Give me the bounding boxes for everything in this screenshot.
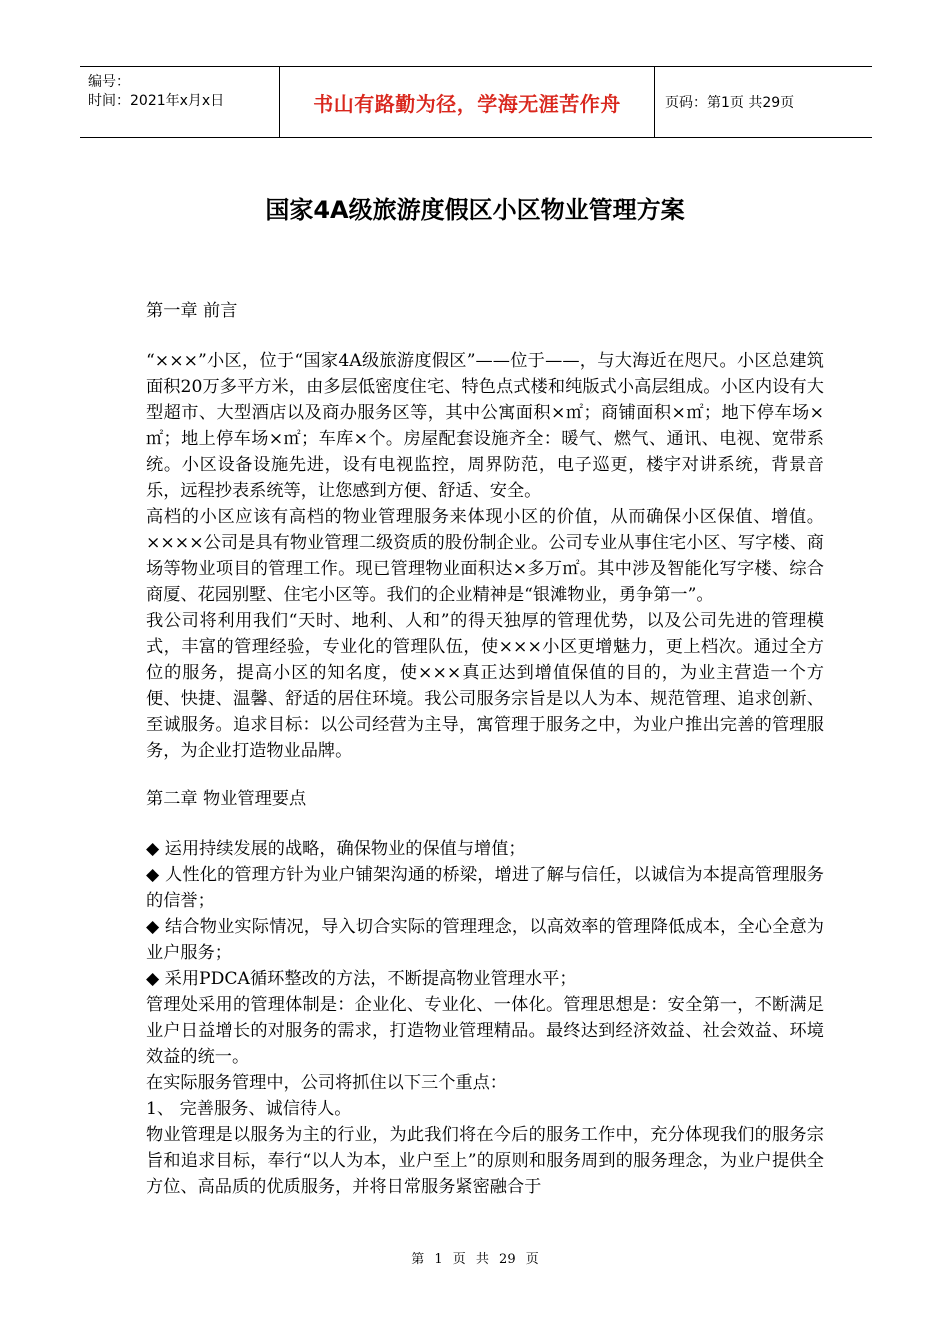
chapter-1-paragraph: “×××”小区，位于“国家4A级旅游度假区”——位于——，与大海近在咫尺。小区总建筑面积20万多平方米，由多层低密度住宅、特色点式楼和纯版式小高层组成。小区内设有大型超市、大型酒店以及商办服务区等，其中公寓面积×㎡；商铺面积×㎡；地下停车场×㎡；地上停车场×㎡；车库×个。房屋配套设施齐全：暖气、燃气、通讯、电视、宽带系统。小区设备设施先进，设有电视监控，周界防范，电子巡更，楼宇对讲系统，背景音乐，远程抄表系统等，让您感到方便、舒适、安全。: [146, 351, 824, 501]
document-body: [146, 298, 824, 1200]
chapter-1-paragraph: 高档的小区应该有高档的物业管理服务来体现小区的价值，从而确保小区保值、增值。××××公司是具有物业管理二级资质的股份制企业。公司专业从事住宅小区、写字楼、商场等物业项目的管理工作。现已管理物业面积达×多万㎡。其中涉及智能化写字楼、综合商厦、花园别墅、住宅小区等。我们的企业精神是“银滩物业，勇争第一”。: [146, 507, 824, 605]
bullet-item: ◆ 结合物业实际情况，导入切合实际的管理理念，以高效率的管理降低成本，全心全意为业户服务；: [146, 917, 824, 963]
chapter-2-paragraph: 在实际服务管理中，公司将抓住以下三个重点：: [146, 1073, 507, 1093]
header-code-label: 编号：: [88, 74, 130, 90]
header-date-label: 时间：2021年x月x日: [88, 93, 225, 109]
bullet-item: ◆ 运用持续发展的战略，确保物业的保值与增值；: [146, 839, 526, 859]
chapter-1-heading: 第一章 前言: [146, 301, 238, 321]
chapter-2-heading: 第二章 物业管理要点: [146, 789, 307, 809]
bullet-item: ◆ 采用PDCA循环整改的方法，不断提高物业管理水平；: [146, 969, 577, 989]
chapter-1-paragraph: 我公司将利用我们“天时、地利、人和”的得天独厚的管理优势，以及公司先进的管理模式，丰富的管理经验，专业化的管理队伍，使×××小区更增魅力，更上档次。通过全方位的服务，提高小区的知名度，使×××真正达到增值保值的目的，为业主营造一个方便、快捷、温馨、舒适的居住环境。我公司服务宗旨是以人为本、规范管理、追求创新、至诚服务。追求目标：以公司经营为主导，寓管理于服务之中，为业户推出完善的管理服务，为企业打造物业品牌。: [146, 611, 824, 761]
numbered-item: 1、 完善服务、诚信待人。: [146, 1099, 352, 1119]
chapter-2-paragraph: 物业管理是以服务为主的行业，为此我们将在今后的服务工作中，充分体现我们的服务宗旨和追求目标，奉行“以人为本，业户至上”的原则和服务周到的服务理念，为业户提供全方位、高品质的优质服务，并将日常服务紧密融合于: [146, 1125, 824, 1197]
document-title: 国家4A级旅游度假区小区物业管理方案: [265, 196, 685, 224]
header-page-info: 页码：第1页 共29页: [665, 95, 795, 111]
header-motto: 书山有路勤为径，学海无涯苦作舟: [280, 67, 655, 137]
bullet-item: ◆ 人性化的管理方针为业户铺架沟通的桥梁，增进了解与信任，以诚信为本提高管理服务的信誉；: [146, 865, 824, 911]
chapter-2-paragraph: 管理处采用的管理体制是：企业化、专业化、一体化。管理思想是：安全第一，不断满足业户日益增长的对服务的需求，打造物业管理精品。最终达到经济效益、社会效益、环境效益的统一。: [146, 995, 824, 1067]
page-header: [80, 66, 872, 138]
page-footer: 第 1 页 共 29 页: [411, 1252, 539, 1267]
header-meta-cell: [80, 67, 280, 137]
